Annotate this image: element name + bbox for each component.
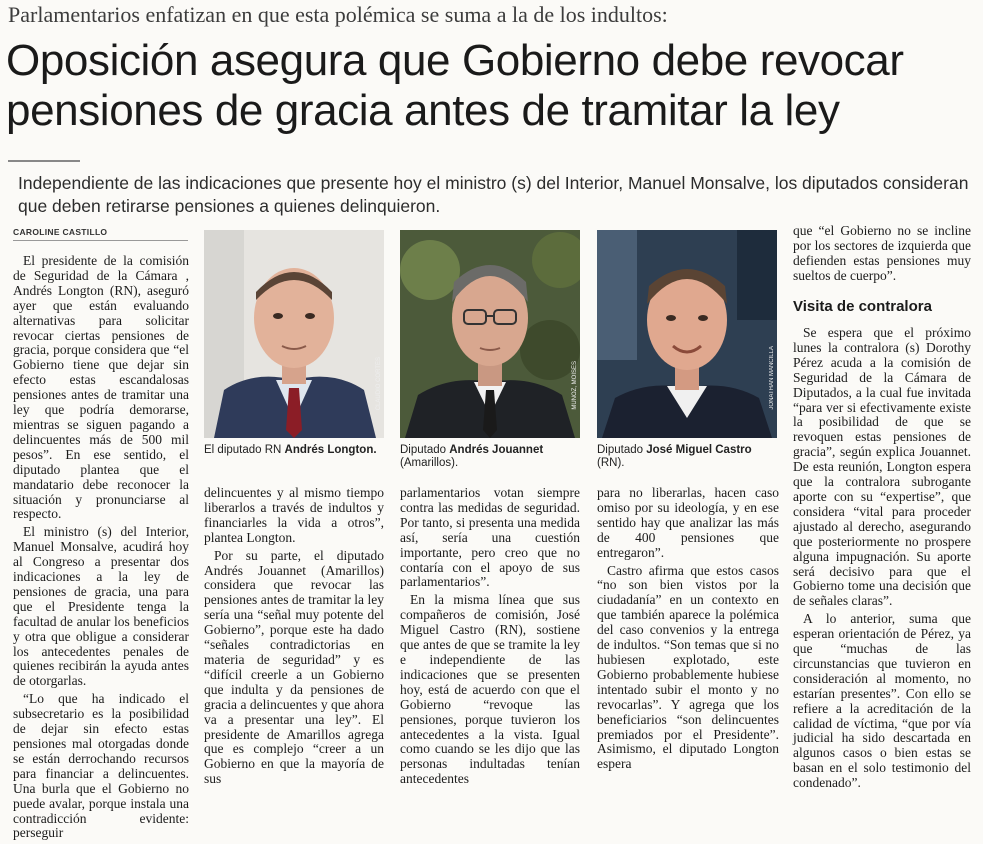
paragraph: En la misma línea que sus compañeros de comisión, José Miguel Castro (RN), sostiene que antes de que se tramite la ley e independiente de las indicaciones que se presenten hoy, está de acuerdo con que el Gobierno “revoque las pensiones, porque tuvieron los antecedentes a la vista. Igual como cuando se les dijo que las personas indultadas tenían antecedentes: [400, 592, 580, 787]
photo-andres-longton: [204, 230, 384, 438]
paragraph: El presidente de la comisión de Seguridad de la Cámara , Andrés Longton (RN), aseguró ayer que están evaluando alternativas para solicitar revocar ciertas pensiones de gracia, porque considera que “el Gobierno tiene que dejar sin efecto estas escandalosas pensiones antes de tramitar una ley que podría demorarse, mientras se siguen pagando a delincuentes más de 500 mil pesos”. En ese sentido, el diputado plantea que el mandatario debe reconocer la situación y pronunciarse al respecto.: [13, 253, 189, 522]
headline: [6, 36, 981, 136]
portrait-image: [400, 230, 580, 438]
paragraph: para no liberarlas, hacen caso omiso por su ideología, y en ese sentido hay que analizar las más de 400 pensiones que entregaron”.: [597, 485, 779, 560]
photo-credit: CLAUDIO CORTÉS: [376, 356, 382, 410]
section-subhead: Visita de contralora: [793, 298, 932, 315]
headline-line-1: Oposición asegura que Gobierno debe revocar: [6, 36, 904, 85]
headline-rule: [8, 160, 80, 162]
caption-name: Andrés Longton.: [284, 444, 377, 456]
article-column-4: [597, 486, 779, 775]
byline-rule: [13, 240, 188, 241]
paragraph: Por su parte, el diputado Andrés Jouannet (Amarillos) considera que revocar las pensiones antes de tramitar la ley sería una “señal muy potente del Gobierno”, porque este ha dado “señales contradictorias en materia de seguridad” y es “difícil creerle a un Gobierno que indulta y da pensiones de gracia a delincuentes y que ahora va a presentar una ley”. El presidente de Amarillos agrega que es complejo “creer a un Gobierno en que la mayoría de sus: [204, 547, 384, 787]
photo-andres-jouannet: [400, 230, 580, 438]
paragraph: A lo anterior, suma que esperan orientación de Pérez, ya que “muchas de las circunstancias que tuvieron en consideración al momento, no estarían presentes”. Con ello se refiere a la acreditación de la calidad de víctima, “que por vía judicial ha sido descartada en algunos casos o bien estas se basan en el solo testimonio del condenado”.: [793, 611, 971, 791]
caption-name: Andrés Jouannet: [449, 444, 544, 456]
paragraph: “Lo que ha indicado el subsecretario es la posibilidad de dejar sin efecto estas pensiones mal otorgadas donde se están derrochando recursos para financiar a delincuentes. Una burla que el Gobierno no puede avalar, porque instala una contradicción evidente: perseguir: [13, 691, 189, 841]
caption-suffix: (Amarillos).: [400, 457, 459, 469]
portrait-image: [597, 230, 777, 438]
article-column-5-top: [793, 224, 971, 287]
paragraph: parlamentarios votan siempre contra las medidas de seguridad. Por tanto, si presenta una medida así, sería una cuestión importante, pero creo que no contaría con el apoyo de sus parlamentarios”.: [400, 485, 580, 590]
photo-jose-miguel-castro: [597, 230, 777, 438]
photo-caption-longton: [204, 444, 384, 457]
lead-paragraph: Independiente de las indicaciones que presente hoy el ministro (s) del Interior, Manuel Monsalve, los diputados consideran que deben retirarse pensiones a quienes delinquieron.: [18, 173, 969, 216]
caption-suffix: (RN).: [597, 457, 625, 469]
photo-caption-castro: [597, 444, 779, 470]
article-column-3: [400, 486, 580, 790]
paragraph: delincuentes y al mismo tiempo liberarlos a través de indultos y financiarles la vida a otros”, plantea Longton.: [204, 485, 384, 545]
caption-prefix: Diputado: [400, 444, 450, 456]
article-column-5-bottom: [793, 326, 971, 794]
photo-caption-jouannet: [400, 444, 580, 470]
headline-line-2: pensiones de gracia antes de tramitar la ley: [6, 86, 840, 135]
paragraph: El ministro (s) del Interior, Manuel Monsalve, acudirá hoy al Congreso a presentar dos indicaciones a la ley de pensiones de gracia, una para que el Presidente tenga la facultad de anular los beneficios y otra que obligue a considerar los antecedentes penales de quienes recibirán la ayuda antes de otorgarlas.: [13, 524, 189, 689]
caption-prefix: Diputado: [597, 444, 647, 456]
paragraph: Castro afirma que estos casos “no son bien vistos por la ciudadanía” en un contexto en que también aparece la polémica del caso convenios y la entrega de indultos. “Son temas que si no hubiesen explotado, este Gobierno probablemente hubiese intentado subir el monto y no revocarlas”. Y agrega que los beneficiarios “son delincuentes premiados por el Presidente”. Asimismo, el diputado Longton espera: [597, 562, 779, 772]
paragraph: Se espera que el próximo lunes la contralora (s) Dorothy Pérez acuda a la comisión de Seguridad de la Cámara de Diputados, a la cual fue invitada “para ver si efectivamente existe la posibilidad de que se revoquen estas pensiones de gracia”, según explica Jouannet. De esta reunión, Longton espera que la contralora subrogante aporte con su “expertise”, que considera “vital para proceder ajustado al derecho, asegurando que posteriormente no prospere alguna impugnación. Su aporte será decisivo para que el Gobierno tome una decisión que de señales claras”.: [793, 325, 971, 609]
kicker: Parlamentarios enfatizan en que esta polémica se suma a la de los indultos:: [8, 2, 668, 27]
portrait-image: [204, 230, 384, 438]
article-column-2: [204, 486, 384, 790]
byline: CAROLINE CASTILLO: [13, 227, 108, 237]
paragraph: que “el Gobierno no se incline por los sectores de izquierda que defienden estas pensiones muy sueltos de cuerpo”.: [793, 223, 971, 283]
article-column-1: [13, 254, 189, 844]
caption-prefix: El diputado RN: [204, 444, 285, 456]
caption-name: José Miguel Castro: [646, 444, 752, 456]
photo-credit: MUÑOZ, MOISÉS: [572, 361, 578, 410]
photo-credit: JONATHAN MANCILLA: [769, 346, 775, 410]
